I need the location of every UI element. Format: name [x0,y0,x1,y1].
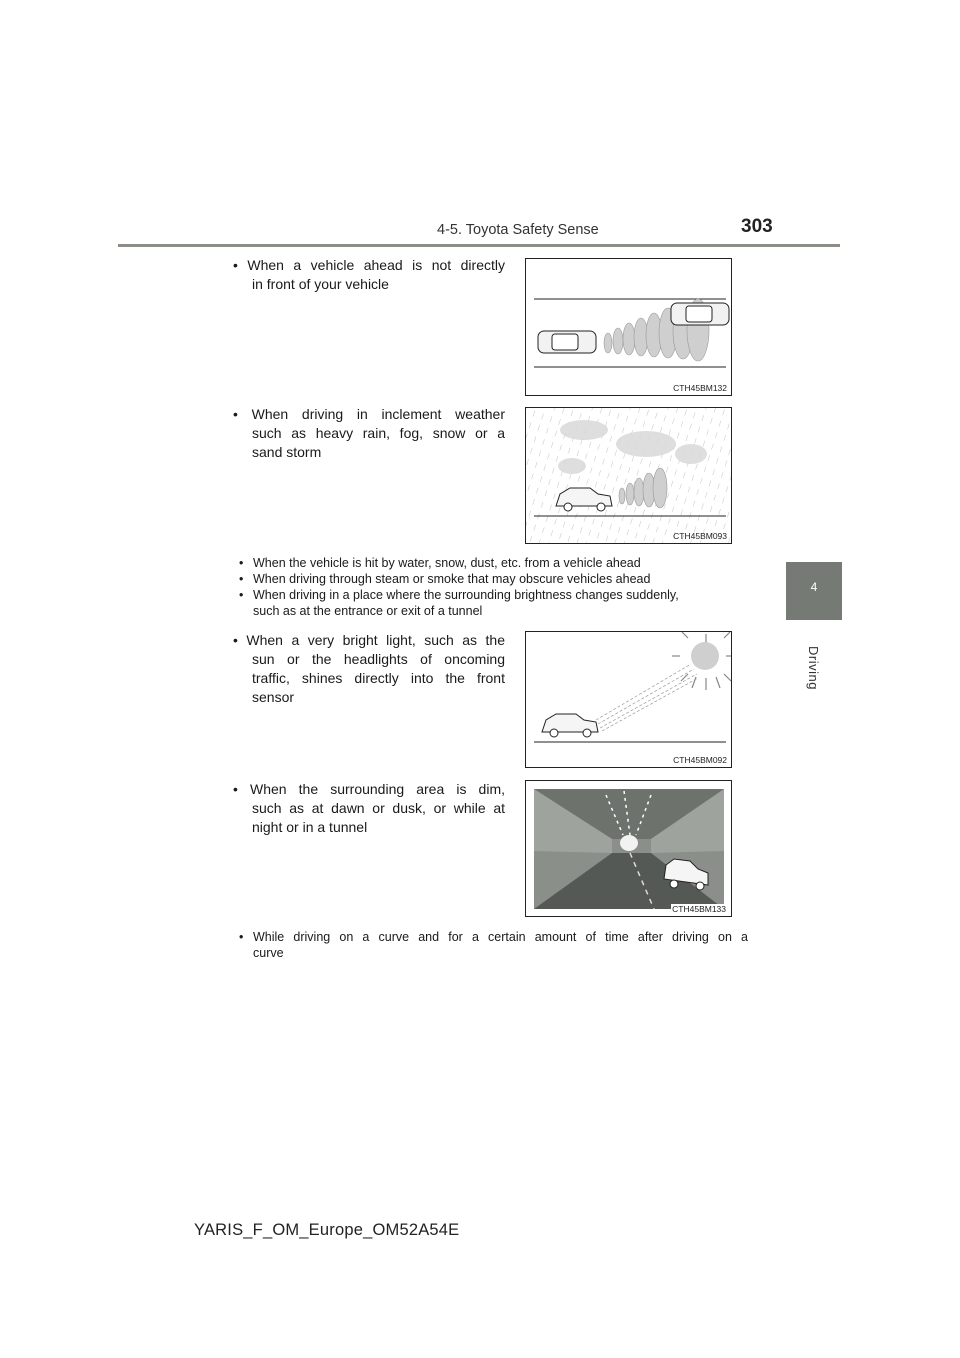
tunnel-illustration [526,781,732,917]
bullet-line: • When the surrounding area is dim, [233,781,505,797]
figure-code: CTH45BM133 [672,904,726,914]
list-item: • When the vehicle is hit by water, snow, dust, etc. from a vehicle ahead [238,555,748,571]
bullet-bright-light [233,631,505,707]
chapter-label: Driving [806,646,821,690]
chapter-number: 4 [810,580,818,594]
document-id: YARIS_F_OM_Europe_OM52A54E [194,1221,460,1239]
condition-list-2 [238,929,748,961]
page-number: 303 [741,216,773,237]
list-item: • When driving through steam or smoke that may obscure vehicles ahead [238,571,748,587]
figure-code: CTH45BM092 [673,755,727,765]
figure-code: CTH45BM093 [673,531,727,541]
bullet-line: • When a vehicle ahead is not directly [233,257,505,273]
figure-code: CTH45BM132 [673,383,727,393]
bullet-line: traffic, shines directly into the front [252,670,505,686]
bullet-inclement-weather [233,405,505,462]
bullet-line: • When a very bright light, such as the [233,632,505,648]
figure-bright-light [525,631,732,768]
bullet-line: sand storm [252,444,322,460]
bullet-line: night or in a tunnel [252,819,368,835]
chapter-tab [786,562,842,620]
figure-tunnel [525,780,732,917]
bullet-line: sensor [252,689,295,705]
bright-light-illustration [526,632,732,768]
figure-offset-vehicle [525,258,732,396]
weather-illustration [526,408,732,544]
bullet-line: in front of your vehicle [252,276,389,292]
bullet-vehicle-not-ahead [233,256,505,294]
condition-list-1 [238,555,748,619]
figure-inclement-weather [525,407,732,544]
header-divider [118,244,840,247]
bullet-dim-area [233,780,505,837]
bullet-line: sun or the headlights of oncoming [252,651,505,667]
list-item: • While driving on a curve and for a certain amount of time after driving on a curve [238,929,748,961]
bullet-line: • When driving in inclement weather [233,406,505,422]
offset-vehicle-illustration [526,259,732,396]
bullet-line: such as at dawn or dusk, or while at [252,800,505,816]
list-item: • When driving in a place where the surrounding brightness changes suddenly, such as at the entrance or exit of a tunnel [238,587,748,619]
section-title: 4-5. Toyota Safety Sense [437,222,599,238]
bullet-line: such as heavy rain, fog, snow or a [252,425,505,441]
